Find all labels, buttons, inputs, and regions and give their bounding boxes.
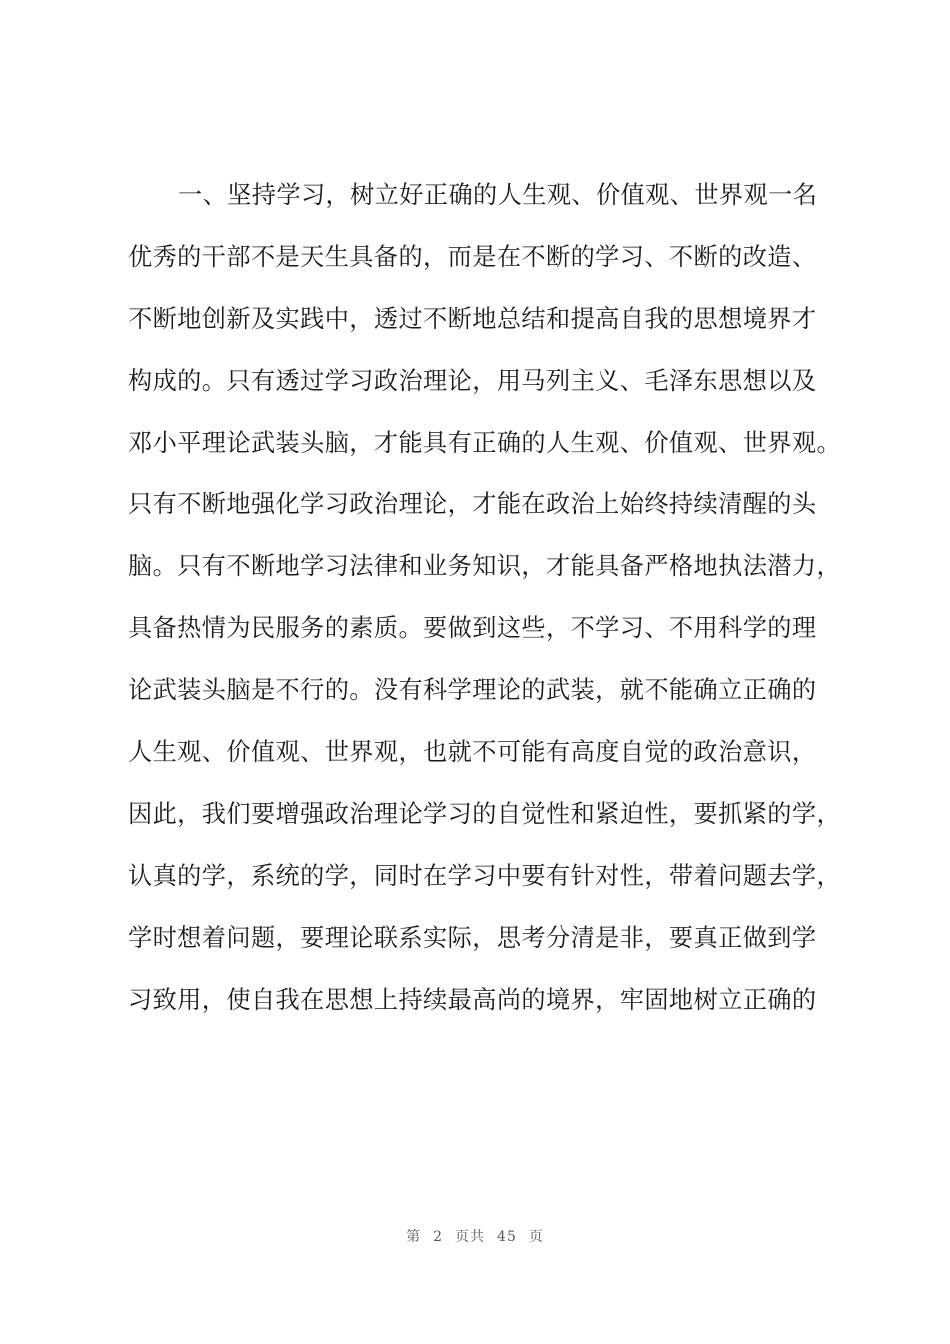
text-line: 论武装头脑是不行的。没有科学理论的武装，就不能确立正确的 xyxy=(128,676,817,705)
text-line: 脑。只有不断地学习法律和业务知识，才能具备严格地执法潜力， xyxy=(128,552,842,581)
footer-suffix: 页 xyxy=(528,1229,544,1245)
text-line: 具备热情为民服务的素质。要做到这些，不学习、不用科学的理 xyxy=(128,614,817,643)
page-footer xyxy=(0,1226,950,1246)
text-line: 只有不断地强化学习政治理论，才能在政治上始终持续清醒的头 xyxy=(128,490,817,519)
text-line: 学时想着问题，要理论联系实际，思考分清是非，要真正做到学 xyxy=(128,923,817,952)
text-line: 认真的学，系统的学，同时在学习中要有针对性，带着问题去学， xyxy=(128,861,842,890)
text-line: 不断地创新及实践中，透过不断地总结和提高自我的思想境界才 xyxy=(128,304,817,333)
document-body xyxy=(128,170,848,1036)
footer-prefix: 第 xyxy=(406,1229,422,1245)
footer-middle: 页共 xyxy=(455,1229,486,1245)
text-line: 优秀的干部不是天生具备的，而是在不断的学习、不断的改造、 xyxy=(128,242,817,271)
text-line: 因此，我们要增强政治理论学习的自觉性和紧迫性，要抓紧的学， xyxy=(128,799,842,828)
text-line: 构成的。只有透过学习政治理论，用马列主义、毛泽东思想以及 xyxy=(128,366,817,395)
text-line: 习致用，使自我在思想上持续最高尚的境界，牢固地树立正确的 xyxy=(128,985,817,1014)
total-pages-number: 45 xyxy=(497,1229,517,1245)
text-line: 一、坚持学习，树立好正确的人生观、价值观、世界观一名 xyxy=(178,181,818,209)
text-line: 邓小平理论武装头脑，才能具有正确的人生观、价值观、世界观。 xyxy=(128,428,842,457)
text-line: 人生观、价值观、世界观，也就不可能有高度自觉的政治意识， xyxy=(128,738,817,767)
current-page-number: 2 xyxy=(433,1229,444,1245)
